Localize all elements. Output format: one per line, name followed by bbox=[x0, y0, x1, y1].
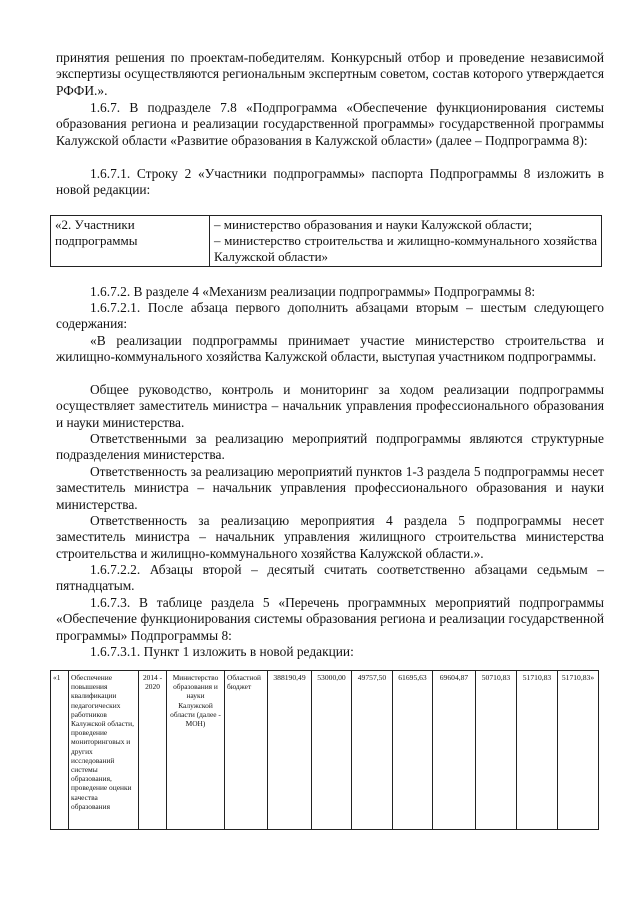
paragraph-1-6-7-1: 1.6.7.1. Строку 2 «Участники подпрограммы» паспорта Подпрограммы 8 изложить в новой редакции: bbox=[56, 166, 604, 198]
participants-list bbox=[210, 216, 602, 267]
paragraph-1-6-7-2: 1.6.7.2. В разделе 4 «Механизм реализации подпрограммы» Подпрограммы 8: bbox=[90, 284, 536, 299]
amount-year: 51710,83» bbox=[558, 671, 599, 830]
amount-year: 69604,87 bbox=[433, 671, 476, 830]
paragraph-quote-start: «В реализации подпрограммы принимает участие министерство строительства и жилищно-коммунального хозяйства Калужской области, выступая участником подпрограммы. bbox=[56, 333, 604, 365]
program-row bbox=[51, 671, 599, 830]
participants-label: «2. Участники подпрограммы bbox=[51, 216, 210, 267]
participants-table bbox=[50, 215, 602, 267]
paragraph-continuation: принятия решения по проектам-победителям. Конкурсный отбор и проведение независимой экспертизы осуществляются региональным экспертным советом, состав которого утверждается РФФИ.». bbox=[56, 50, 604, 98]
period: 2014 - 2020 bbox=[139, 671, 167, 830]
amount-year: 49757,50 bbox=[352, 671, 393, 830]
paragraph-1-6-7-2-1: 1.6.7.2.1. После абзаца первого дополнить абзацами вторым – шестым следующего содержания: bbox=[56, 300, 604, 332]
amount-year: 50710,83 bbox=[476, 671, 517, 830]
row-number: «1 bbox=[51, 671, 69, 830]
participant-item: – министерство строительства и жилищно-коммунального хозяйства Калужской области» bbox=[214, 233, 597, 264]
paragraph-1-6-7-3: 1.6.7.3. В таблице раздела 5 «Перечень программных мероприятий подпрограммы «Обеспечение функционирования системы образования региона и реализации государственной программы» Подпрограммы 8: bbox=[56, 595, 604, 643]
funding-source: Областной бюджет bbox=[225, 671, 268, 830]
paragraph-1-6-7: 1.6.7. В подразделе 7.8 «Подпрограмма «Обеспечение функционирования системы образования региона и реализации государственной программы» государственной программы Калужской области «Развитие образования в Калужской области» (далее – Подпрограмма 8): bbox=[56, 100, 604, 148]
paragraph-1-6-7-3-1: 1.6.7.3.1. Пункт 1 изложить в новой редакции: bbox=[90, 644, 354, 659]
paragraph-1-6-7-2-2: 1.6.7.2.2. Абзацы второй – десятый считать соответственно абзацами седьмым – пятнадцатым. bbox=[56, 562, 604, 594]
participant-item: – министерство образования и науки Калужской области; bbox=[214, 217, 533, 232]
program-table bbox=[50, 670, 599, 830]
paragraph-general-management: Общее руководство, контроль и мониторинг за ходом реализации подпрограммы осуществляет заместитель министра – начальник управления профессионального образования и науки министерства. bbox=[56, 382, 604, 430]
paragraph-responsibility-4: Ответственность за реализацию мероприятия 4 раздела 5 подпрограммы несет заместитель министра – начальник управления жилищного строительства министерства строительства и жилищно-коммунального хозяйства Калужской области.». bbox=[56, 513, 604, 561]
measure-name: Обеспечение повышения квалификации педагогических работников Калужской области, проведение мониторинговых и других исследований системы образования, проведение оценки качества образования bbox=[69, 671, 139, 830]
amount-year: 53000,00 bbox=[312, 671, 352, 830]
amount-total: 388190,49 bbox=[268, 671, 312, 830]
amount-year: 51710,83 bbox=[517, 671, 558, 830]
executor: Министерство образования и науки Калужской области (далее - МОН) bbox=[167, 671, 225, 830]
paragraph-responsibility-1-3: Ответственность за реализацию мероприятий пунктов 1-3 раздела 5 подпрограммы несет заместитель министра – начальник управления профессионального образования и науки министерства. bbox=[56, 464, 604, 512]
paragraph-responsible-units: Ответственными за реализацию мероприятий подпрограммы являются структурные подразделения министерства. bbox=[56, 431, 604, 463]
amount-year: 61695,63 bbox=[393, 671, 433, 830]
